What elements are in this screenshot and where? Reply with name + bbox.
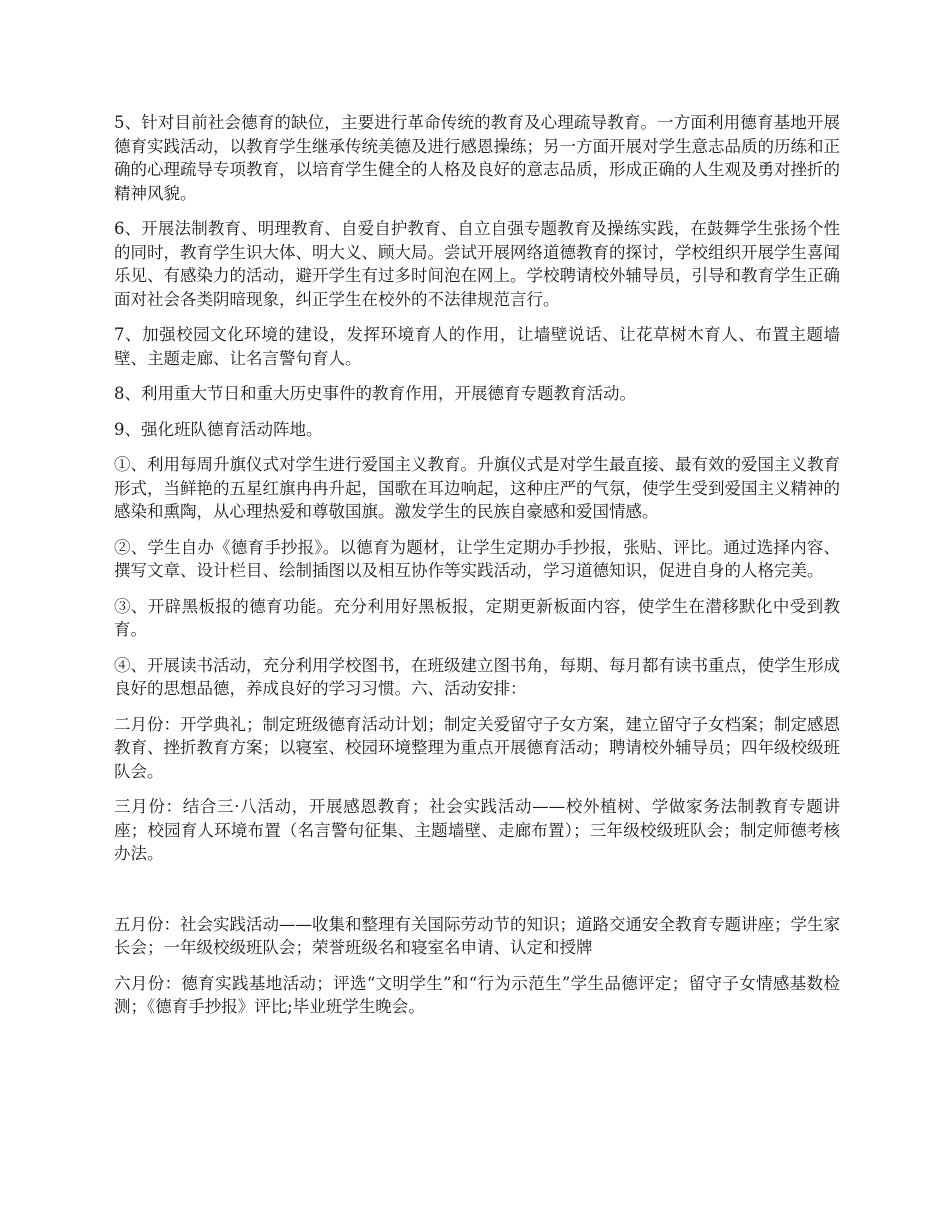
paragraph-item-9: 9、强化班队德育活动阵地。 bbox=[114, 419, 323, 439]
document-body bbox=[114, 111, 840, 1031]
schedule-may: 五月份：社会实践活动——收集和整理有关国际劳动节的知识；道路交通安全教育专题讲座；学生家长会；一年级校级班队会；荣誉班级名和寝室名申请、认定和授牌 bbox=[114, 914, 840, 957]
paragraph-item-5: 5、针对目前社会德育的缺位，主要进行革命传统的教育及心理疏导教育。一方面利用德育基地开展德育实践活动，以教育学生继承传统美德及进行感恩操练；另一方面开展对学生意志品质的历练和正确的心理疏导专项教育，以培育学生健全的人格及良好的意志品质，形成正确的人生观及勇对挫折的精神风貌。 bbox=[114, 113, 840, 203]
paragraph-sub-item-4: ④、开展读书活动，充分利用学校图书，在班级建立图书角，每期、每月都有读书重点，使学生形成良好的思想品德，养成良好的学习习惯。六、活动安排： bbox=[114, 655, 840, 698]
paragraph-sub-item-2: ②、学生自办《德育手抄报》。以德育为题材，让学生定期办手抄报，张贴、评比。通过选择内容、撰写文章、设计栏目、绘制插图以及相互协作等实践活动，学习道德知识，促进自身的人格完美。 bbox=[114, 537, 840, 580]
schedule-june: 六月份：德育实践基地活动；评选“文明学生”和“行为示范生”学生品德评定；留守子女情感基数检测；《德育手抄报》评比;毕业班学生晚会。 bbox=[114, 973, 840, 1016]
paragraph-item-8: 8、利用重大节日和重大历史事件的教育作用，开展德育专题教育活动。 bbox=[114, 384, 636, 403]
paragraph-sub-item-1: ①、利用每周升旗仪式对学生进行爱国主义教育。升旗仪式是对学生最直接、最有效的爱国主义教育形式，当鲜艳的五星红旗冉冉升起，国歌在耳边响起，这种庄严的气氛，使学生受到爱国主义精神的感染和熏陶，从心理热爱和尊敬国旗。激发学生的民族自豪感和爱国情感。 bbox=[114, 455, 840, 521]
paragraph-sub-item-3: ③、开辟黑板报的德育功能。充分利用好黑板报，定期更新板面内容，使学生在潜移默化中受到教育。 bbox=[114, 596, 840, 639]
schedule-march: 三月份：结合三·八活动，开展感恩教育；社会实践活动——校外植树、学做家务法制教育专题讲座；校园育人环境布置（名言警句征集、主题墙壁、走廊布置）；三年级校级班队会；制定师德考核办法。 bbox=[114, 797, 840, 863]
schedule-february: 二月份：开学典礼；制定班级德育活动计划；制定关爱留守子女方案，建立留守子女档案；制定感恩教育、挫折教育方案；以寝室、校园环境整理为重点开展德育活动；聘请校外辅导员；四年级校级班队会。 bbox=[114, 714, 840, 781]
paragraph-item-6: 6、开展法制教育、明理教育、自爱自护教育、自立自强专题教育及操练实践，在鼓舞学生张扬个性的同时，教育学生识大体、明大义、顾大局。尝试开展网络道德教育的探讨，学校组织开展学生喜闻乐见、有感染力的活动，避开学生有过多时间泡在网上。学校聘请校外辅导员，引导和教育学生正确面对社会各类阴暗现象，纠正学生在校外的不法律规范言行。 bbox=[114, 219, 840, 309]
paragraph-item-7: 7、加强校园文化环境的建设，发挥环境育人的作用，让墙壁说话、让花草树木育人、布置主题墙壁、主题走廊、让名言警句育人。 bbox=[114, 325, 840, 368]
